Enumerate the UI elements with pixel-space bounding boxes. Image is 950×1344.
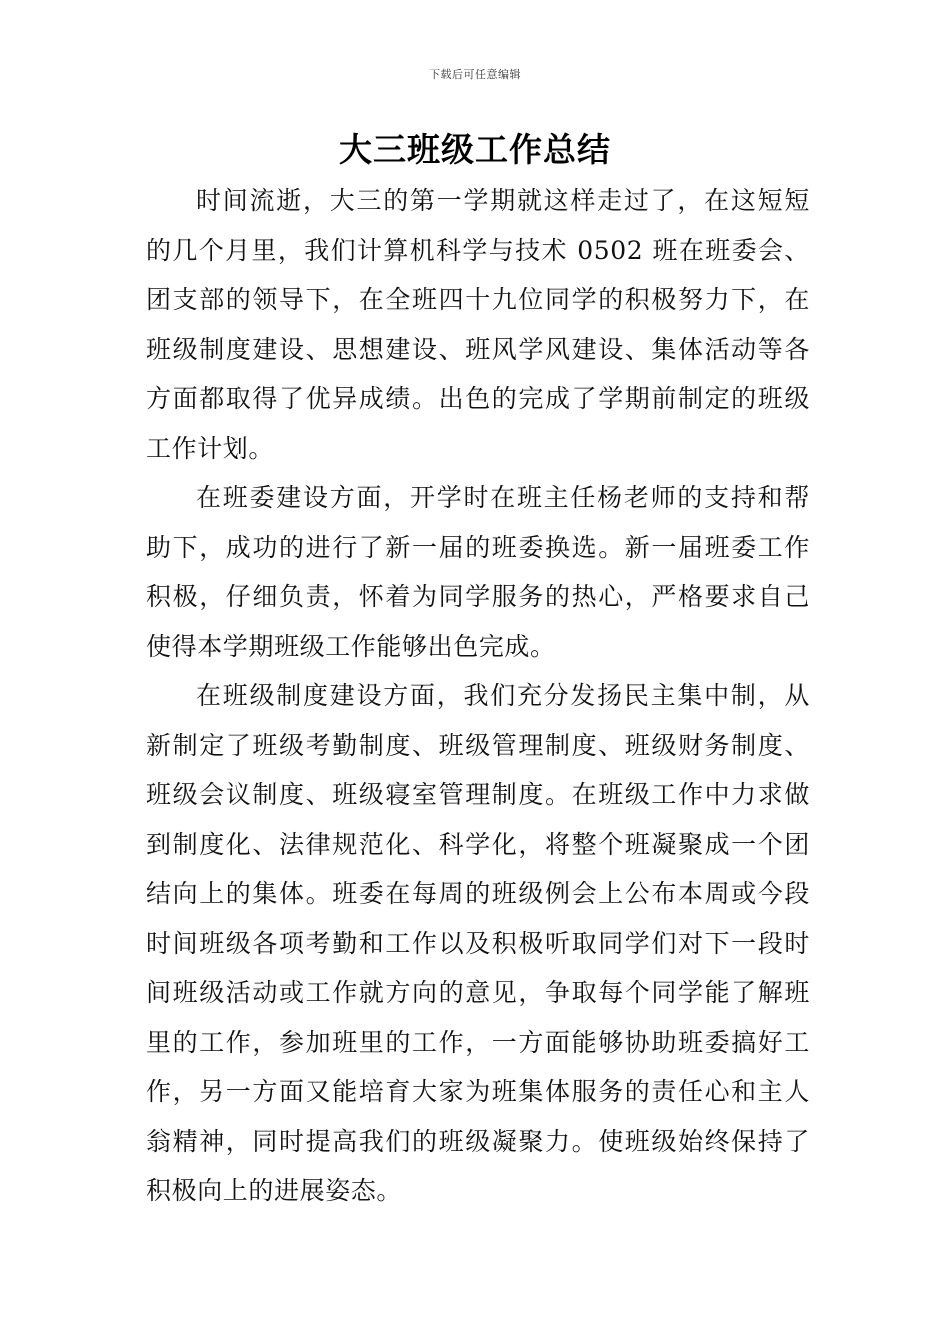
- paragraph-1: 时间流逝，大三的第一学期就这样走过了，在这短短的几个月里，我们计算机科学与技术 0502 班在班委会、团支部的领导下，在全班四十九位同学的积极努力下，在班级制度建设、思想建设、班风学风建设、集体活动等各方面都取得了优异成绩。出色的完成了学期前制定的班级工作计划。: [146, 186, 810, 463]
- header-note: 下载后可任意编辑: [429, 68, 521, 81]
- paragraph-2: 在班委建设方面，开学时在班主任杨老师的支持和帮助下，成功的进行了新一届的班委换选。新一届班委工作积极，仔细负责，怀着为同学服务的热心，严格要求自己使得本学期班级工作能够出色完成。: [146, 483, 810, 661]
- document-body: [146, 176, 810, 1216]
- paragraph-3: 在班级制度建设方面，我们充分发扬民主集中制，从新制定了班级考勤制度、班级管理制度、班级财务制度、班级会议制度、班级寝室管理制度。在班级工作中力求做到制度化、法律规范化、科学化，将整个班凝聚成一个团结向上的集体。班委在每周的班级例会上公布本周或今段时间班级各项考勤和工作以及积极听取同学们对下一段时间班级活动或工作就方向的意见，争取每个同学能了解班里的工作，参加班里的工作，一方面能够协助班委搞好工作，另一方面又能培育大家为班集体服务的责任心和主人翁精神，同时提高我们的班级凝聚力。使班级始终保持了积极向上的进展姿态。: [146, 681, 810, 1205]
- document-title: 大三班级工作总结: [339, 130, 611, 169]
